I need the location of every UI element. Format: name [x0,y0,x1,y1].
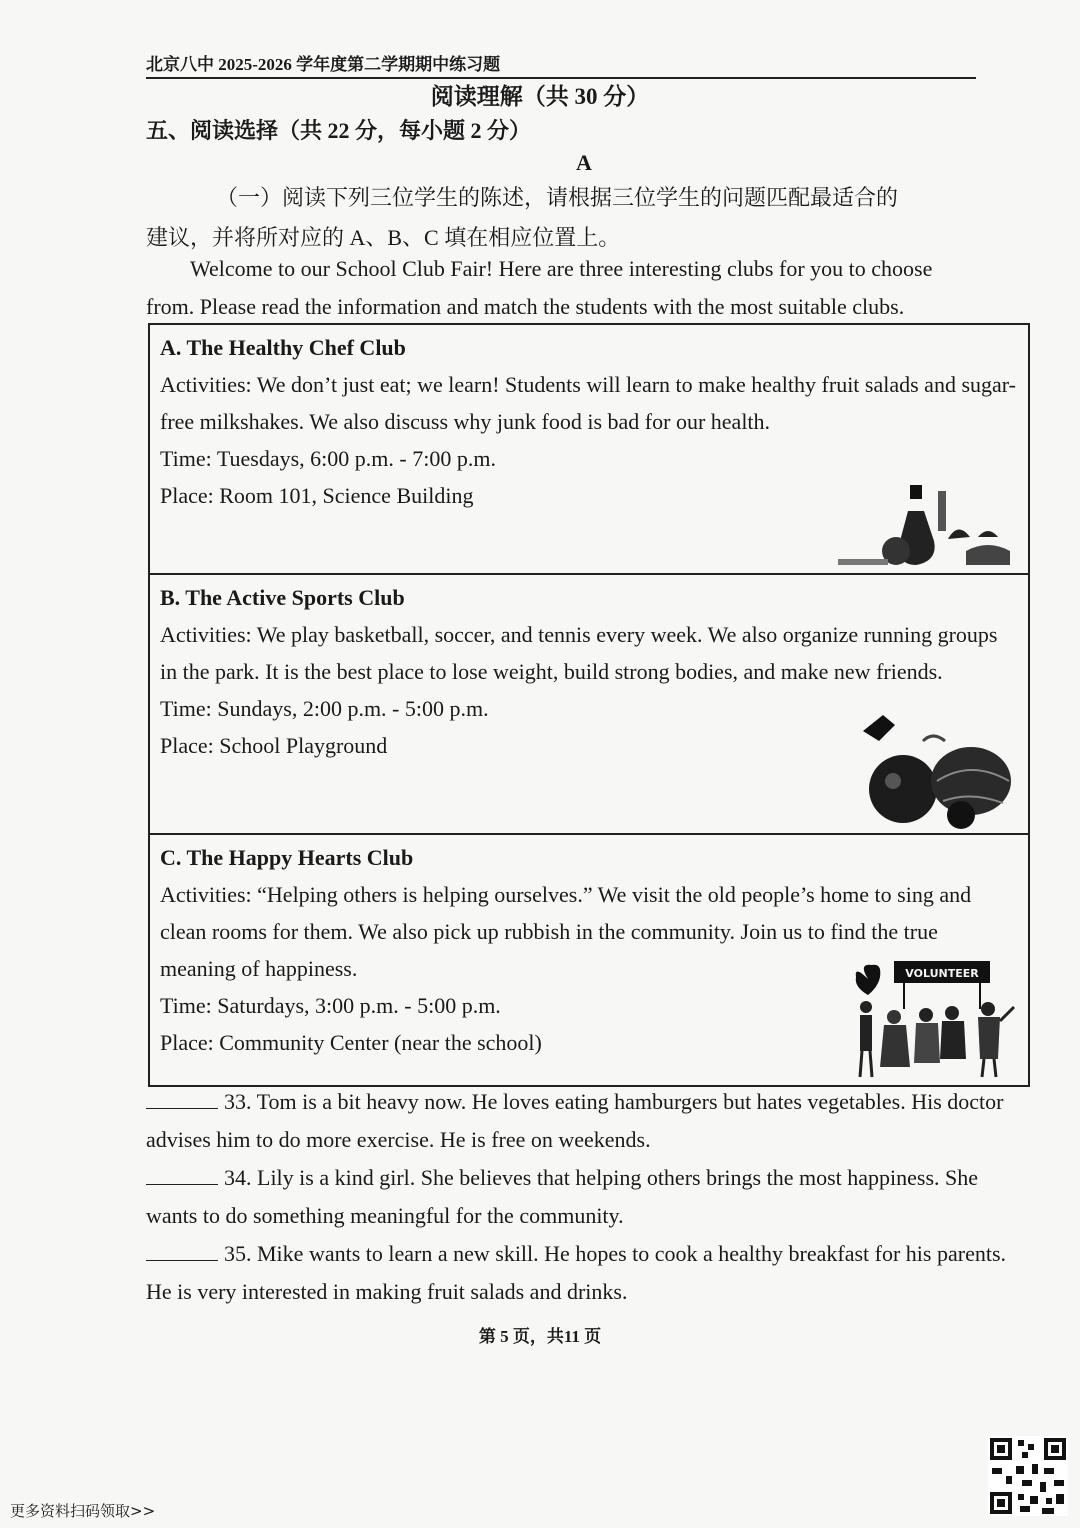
intro-line-1: Welcome to our School Club Fair! Here are three interesting clubs for you to choose [190,256,933,281]
instruction [146,178,1026,258]
club-place: Place: Room 101, Science Building [160,483,474,508]
club-name: B. The Active Sports Club [160,585,405,610]
questions [146,1083,1032,1311]
intro-paragraph [146,250,1026,326]
page-number: 第 5 页，共11 页 [478,1327,602,1346]
instruction-line-2: 建议，并将所对应的 A、B、C 填在相应位置上。 [146,225,621,250]
passage-letter: A [576,150,592,175]
intro-line-2: from. Please read the information and match the students with the most suitable clubs. [146,294,905,319]
section-title: 阅读理解（共 30 分） [430,84,650,109]
instruction-line-1: （一）阅读下列三位学生的陈述，请根据三位学生的问题匹配最适合的 [216,185,899,210]
club-c [150,833,1028,1085]
more-info-link[interactable]: 更多资料扫码领取>> [10,1502,156,1520]
sports-balls-illustration [853,711,1018,831]
clubs-table [148,323,1030,1087]
question-text: 35. Mike wants to learn a new skill. He hopes to cook a healthy breakfast for his parents. He is very interested in making fruit salads and drinks. [146,1241,1007,1304]
club-name: A. The Healthy Chef Club [160,335,406,360]
answer-blank[interactable] [146,1086,218,1109]
club-activities: Activities: We don’t just eat; we learn! Students will learn to make healthy fruit salads and sugar-free milkshakes. We also discuss why junk food is bad for our health. [160,372,1016,434]
part-title: 五、阅读选择（共 22 分，每小题 2 分） [146,118,532,143]
club-activities: Activities: We play basketball, soccer, and tennis every week. We also organize running groups in the park. It is the best place to lose weight, build strong bodies, and make new friends. [160,622,998,684]
question-text: 34. Lily is a kind girl. She believes that helping others brings the most happiness. She wants to do something meaningful for the community. [146,1165,979,1228]
question-35 [146,1235,1032,1311]
answer-blank[interactable] [146,1238,218,1261]
question-text: 33. Tom is a bit heavy now. He loves eating hamburgers but hates vegetables. His doctor advises him to do more exercise. He is free on weekends. [146,1089,1004,1152]
volunteers-illustration [848,959,1018,1079]
club-time: Time: Tuesdays, 6:00 p.m. - 7:00 p.m. [160,446,496,471]
kitchen-food-illustration [838,481,1018,571]
volunteer-sign-text: VOLUNTEER [905,967,979,980]
club-activities: Activities: “Helping others is helping ourselves.” We visit the old people’s home to sing and clean rooms for them. We also pick up rubbish in the community. Join us to find the true meaning of happiness. [160,882,972,981]
exam-header: 北京八中 2025-2026 学年度第二学期期中练习题 [146,50,976,79]
question-33 [146,1083,1032,1159]
club-time: Time: Saturdays, 3:00 p.m. - 5:00 p.m. [160,993,501,1018]
club-place: Place: School Playground [160,733,388,758]
club-a [150,325,1028,573]
qr-code-icon[interactable] [988,1436,1068,1516]
club-time: Time: Sundays, 2:00 p.m. - 5:00 p.m. [160,696,489,721]
club-b [150,573,1028,833]
question-34 [146,1159,1032,1235]
answer-blank[interactable] [146,1162,218,1185]
club-place: Place: Community Center (near the school) [160,1030,542,1055]
club-name: C. The Happy Hearts Club [160,845,414,870]
